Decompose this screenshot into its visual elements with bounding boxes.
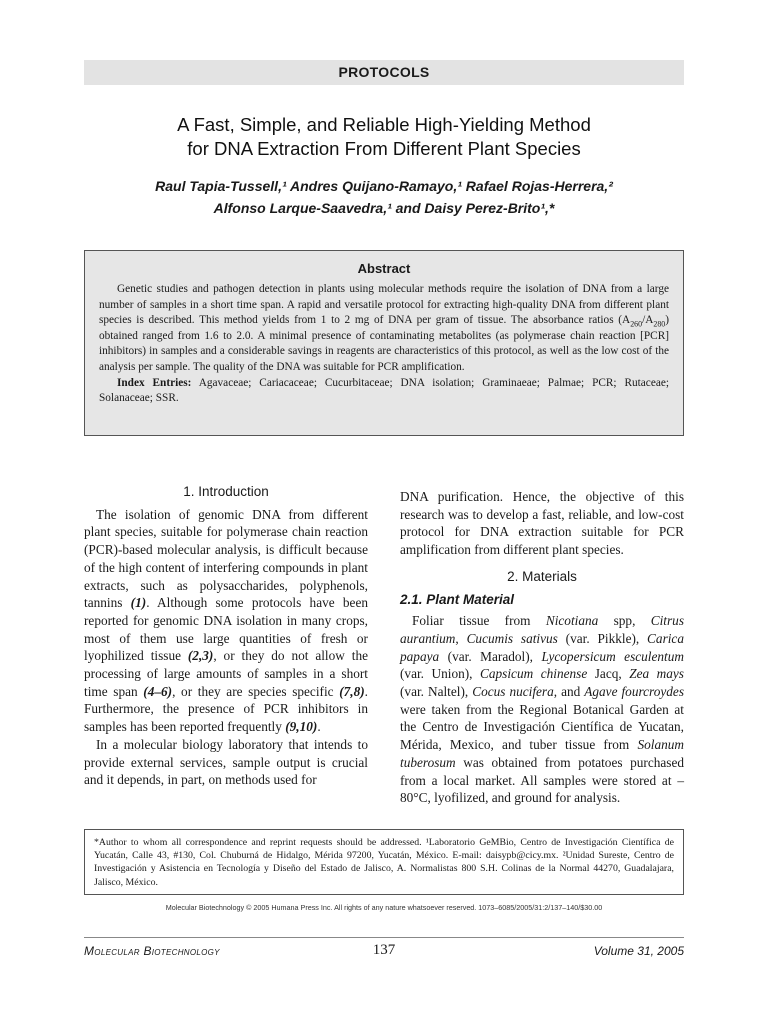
plant-material-subheading: 2.1. Plant Material — [400, 591, 515, 607]
reference-citation: (9,10) — [285, 719, 318, 735]
footer-divider — [84, 937, 684, 938]
species-name: Capsicum chinense — [480, 666, 588, 682]
page-footer — [84, 942, 684, 962]
absorbance-subscript-280: 280 — [653, 319, 666, 329]
copyright-line: Molecular Biotechnology © 2005 Humana Press Inc. All rights of any nature whatsoever reserved. 1073–6085/2005/31:2/137–140/$30.00 — [165, 903, 603, 912]
species-name: Cucumis sativus — [466, 630, 558, 646]
species-name: Solanum tuberosum — [400, 737, 684, 770]
index-entries-label: Index Entries: — [117, 376, 192, 389]
text-segment: Jacq, — [587, 666, 630, 682]
title-line: A Fast, Simple, and Reliable High-Yielding Method — [177, 114, 591, 135]
reference-citation: (4–6) — [143, 683, 173, 699]
text-segment: was obtained from potatoes purchased from a local market. All samples were stored at –80°C, lyofilized, and ground for analysis. — [400, 754, 684, 806]
text-segment: , or they do not allow the processing of large amounts of samples in a short time span — [84, 648, 368, 699]
reference-citation: (7,8) — [339, 683, 365, 699]
text-segment: , — [455, 630, 467, 646]
author-line: Raul Tapia-Tussell,¹ Andres Quijano-Ramayo,¹ Rafael Rojas-Herrera,² — [155, 178, 613, 194]
reference-citation: (1) — [130, 595, 147, 611]
text-segment: , and — [553, 684, 585, 700]
abstract-body-pre: Genetic studies and pathogen detection in plants using molecular methods require the isolation of DNA from a large number of samples in a short time span. A rapid and versatile protocol for extracting high-quality DNA from different plant species is described. This method yields from 1 to 2 mg of DNA per gram of tissue. The absorbance ratios (A — [99, 283, 669, 327]
species-name: Cocus nucifera — [472, 684, 554, 700]
text-segment: were taken from the Regional Botanical Garden at the Centro de Investigación Científica de Yucatan, Mérida, Mexico, and tuber tissue from — [400, 701, 684, 753]
plant-material-paragraph — [400, 612, 684, 807]
absorbance-subscript-260: 260 — [630, 319, 643, 329]
section-label: PROTOCOLS — [84, 60, 684, 85]
materials-heading: 2. Materials — [507, 568, 577, 584]
article-title — [84, 113, 684, 161]
species-name: Agave fourcroydes — [584, 684, 685, 700]
index-entries — [99, 376, 669, 407]
author-list — [84, 175, 684, 219]
page-number: 137 — [372, 942, 396, 958]
abstract-body — [99, 282, 669, 376]
right-column — [400, 488, 684, 807]
abstract-ratio-slash: /A — [642, 314, 654, 327]
author-line: Alfonso Larque-Saavedra,¹ and Daisy Perez-Brito¹,* — [213, 200, 555, 216]
reference-citation: (2,3) — [187, 648, 214, 664]
volume-info: Volume 31, 2005 — [593, 944, 684, 958]
text-segment: (var. Naltel), — [400, 684, 473, 700]
introduction-paragraph-1 — [84, 506, 368, 736]
text-segment: (var. Pikkle), — [557, 630, 648, 646]
text-segment: (var. Maradol), — [439, 648, 542, 664]
text-segment: Foliar tissue from — [412, 613, 546, 629]
index-entries-text: Agavaceae; Cariacaceae; Cucurbitaceae; DNA isolation; Graminaeae; Palmae; PCR; Rutaceae; Solanaceae; SSR. — [99, 376, 670, 405]
abstract-box — [84, 250, 684, 436]
text-segment: . Although some protocols have been reported for genomic DNA isolation in many crops, most of them use large quantities of fresh or lyophilized tissue — [84, 595, 368, 664]
text-segment: (var. Union), — [400, 666, 481, 682]
introduction-heading: 1. Introduction — [183, 484, 269, 499]
abstract-body-post: ) obtained ranged from 1.6 to 2.0. A minimal presence of contaminating metabolites (as polymerase chain reaction [PCR] inhibitors) in samples and a considerable savings in reagents are characteristics of this protocol, as well as the low cost of the analysis per sample. The quality of the DNA was suitable for PCR amplification. — [99, 314, 669, 373]
species-name: Carica papaya — [400, 630, 684, 664]
journal-name: Molecular Biotechnology — [84, 944, 220, 958]
abstract-heading: Abstract — [357, 261, 411, 276]
introduction-paragraph-2-continued: DNA purification. Hence, the objective of this research was to develop a fast, reliable, and low-cost protocol for DNA extraction suitable for PCR amplification from different plant species. — [400, 489, 684, 558]
text-segment: , or they are species specific — [172, 683, 340, 699]
text-segment: . Furthermore, the presence of PCR inhibitors in samples has been reported frequently — [84, 683, 368, 735]
text-segment: The isolation of genomic DNA from different plant species, suitable for polymerase chain reaction (PCR)-based molecular analysis, is difficult because of the high content of interfering compounds in plant extracts, such as polysaccharides, polyphenols, tannins — [84, 506, 368, 611]
species-name: Citrus aurantium — [400, 613, 684, 646]
species-name: Zea mays — [629, 666, 684, 682]
title-line: for DNA Extraction From Different Plant Species — [187, 138, 581, 159]
left-column — [84, 483, 368, 789]
introduction-paragraph-2: In a molecular biology laboratory that intends to provide external services, sample output is crucial and it depends, in part, on methods used for — [84, 736, 368, 788]
species-name: Nicotiana — [545, 613, 599, 629]
author-footnote: *Author to whom all correspondence and reprint requests should be addressed. ¹Laboratorio GeMBio, Centro de Investigación Científica de Yucatán, Calle 43, #130, Col. Chuburná de Hidalgo, Mérida 97200, Yucatán, México. E-mail: daisypb@cicy.mx. ²Unidad Sureste, Centro de Investigación y Asistencia en Tecnología y Diseño del Estado de Jalisco, A. Normalistas 800 S.H. Colinas de la Normal 44270, Guadalajara, Jalisco, México. — [84, 829, 684, 895]
species-name: Lycopersicum esculentum — [541, 648, 684, 664]
text-segment: spp, — [598, 613, 651, 629]
text-segment: . — [317, 719, 321, 735]
